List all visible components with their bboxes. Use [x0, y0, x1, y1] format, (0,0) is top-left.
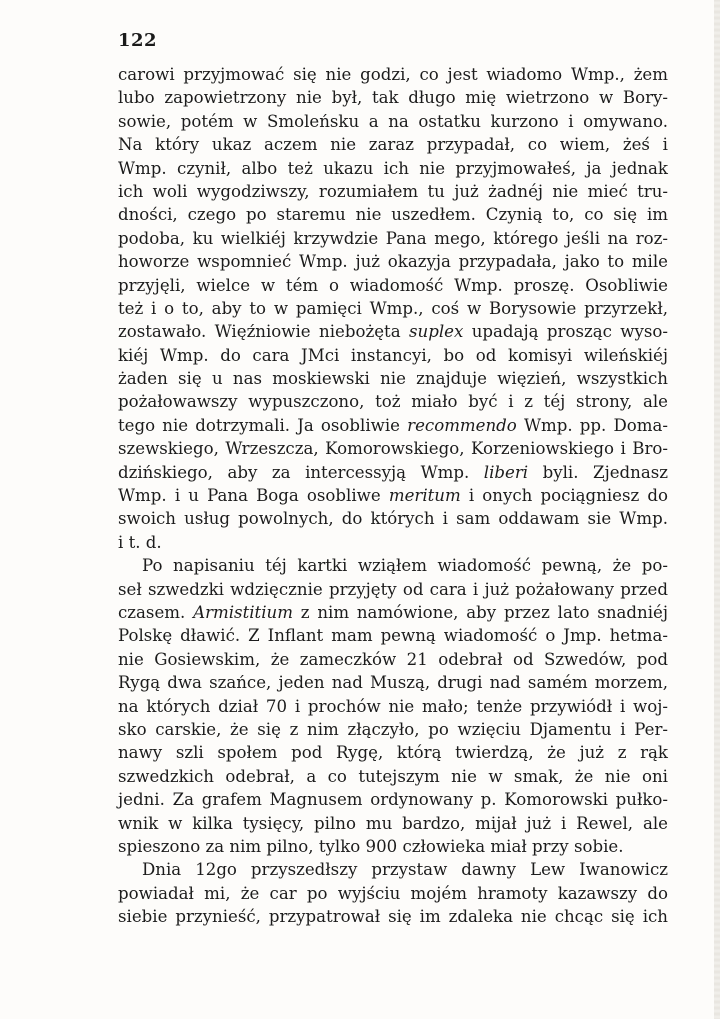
text-line — [118, 63, 668, 86]
text-segment: Polskę dławić. Z Inflant mam pewną wiadomość o Jmp. hetma- — [118, 626, 668, 646]
text-line — [118, 578, 668, 601]
text-segment: ich woli wygodziwszy, rozumiałem tu już żadnéj nie mieć tru- — [118, 181, 668, 201]
text-segment: siebie przynieść, przypatrował się im zdaleka nie chcąc się ich — [118, 907, 668, 927]
text-segment: przyjęli, wielce w tém o wiadomość Wmp. proszę. Osobliwie — [118, 275, 668, 295]
text-segment: i t. d. — [118, 532, 162, 552]
text-line — [118, 86, 668, 109]
text-line — [118, 484, 668, 507]
text-segment: Wmp. i u Pana Boga osobliwe — [118, 486, 389, 506]
text-line — [118, 601, 668, 624]
text-line — [118, 695, 668, 718]
text-segment: z nim namówione, aby przez lato snadniéj — [292, 602, 668, 622]
text-segment: swoich usług powolnych, do których i sam oddawam sie Wmp. — [118, 509, 668, 529]
text-line — [118, 554, 668, 577]
text-segment: i onych pociągniesz do — [460, 486, 668, 506]
text-segment: sowie, potém w Smoleńsku a na ostatku kurzono i omywano. — [118, 111, 668, 131]
text-line — [118, 624, 668, 647]
text-segment: Wmp. pp. Doma- — [516, 415, 668, 435]
text-segment: jedni. Za grafem Magnusem ordynowany p. Komorowski pułko- — [118, 790, 668, 810]
text-line — [118, 320, 668, 343]
text-line — [118, 414, 668, 437]
text-segment: wnik w kilka tysięcy, pilno mu bardzo, mijał już i Rewel, ale — [118, 813, 668, 833]
text-segment: sko carskie, że się z nim złączyło, po wzięciu Djamentu i Per- — [118, 719, 668, 739]
text-segment: upadają prosząc wyso- — [463, 322, 668, 342]
text-line — [118, 882, 668, 905]
text-segment: seł szwedzki wdzięcznie przyjęty od cara i już pożałowany przed — [118, 579, 668, 599]
text-segment: pożałowawszy wypuszczono, toż miało być i z téj strony, ale — [118, 392, 668, 412]
text-segment: Dnia 12go przyszedłszy przystaw dawny Lew Iwanowicz — [142, 860, 668, 880]
text-line — [118, 648, 668, 671]
text-line — [118, 531, 668, 554]
text-segment: spieszono za nim pilno, tylko 900 człowieka miał przy sobie. — [118, 836, 624, 856]
text-line — [118, 203, 668, 226]
text-segment: szwedzkich odebrał, a co tutejszym nie w smak, że nie oni — [118, 766, 668, 786]
text-segment: dności, czego po staremu nie uszedłem. Czynią to, co się im — [118, 205, 668, 225]
text-line — [118, 905, 668, 928]
text-segment: Po napisaniu téj kartki wziąłem wiadomość pewną, że po- — [142, 556, 668, 576]
page-number: 122 — [118, 30, 158, 51]
body-text — [118, 63, 668, 928]
text-segment: szewskiego, Wrzeszcza, Komorowskiego, Korzeniowskiego i Bro- — [118, 439, 668, 459]
text-line — [118, 835, 668, 858]
text-line — [118, 741, 668, 764]
text-line — [118, 718, 668, 741]
italic-term: meritum — [388, 486, 461, 506]
text-line — [118, 157, 668, 180]
text-segment: kiéj Wmp. do cara JMci instancyi, bo od komisyi wileńskiéj — [118, 345, 668, 365]
page-edge — [714, 0, 720, 1019]
italic-term: recommendo — [407, 415, 517, 435]
text-segment: tego nie dotrzymali. Ja osobliwie — [118, 415, 408, 435]
text-segment: też i o to, aby to w pamięci Wmp., coś w Borysowie przyrzekł, — [118, 298, 668, 318]
text-segment: Wmp. czynił, albo też ukazu ich nie przyjmowałeś, ja jednak — [118, 158, 668, 178]
text-line — [118, 227, 668, 250]
text-line — [118, 461, 668, 484]
text-segment: powiadał mi, że car po wyjściu mojém hramoty kazawszy do — [118, 883, 668, 903]
text-line — [118, 274, 668, 297]
text-segment: żaden się u nas moskiewski nie znajduje więzień, wszystkich — [118, 369, 668, 389]
text-segment: byli. Zjednasz — [528, 462, 668, 482]
text-segment: howorze wspomnieć Wmp. już okazyja przypadała, jako to mile — [118, 252, 668, 272]
text-segment: Rygą dwa szańce, jeden nad Muszą, drugi nad samém morzem, — [118, 673, 668, 693]
text-line — [118, 507, 668, 530]
text-line — [118, 765, 668, 788]
text-line — [118, 812, 668, 835]
text-segment: carowi przyjmować się nie godzi, co jest wiadomo Wmp., żem — [118, 65, 668, 84]
text-segment: podoba, ku wielkiéj krzywdzie Pana mego, którego jeśli na roz- — [118, 228, 668, 248]
text-segment: czasem. — [118, 602, 194, 622]
text-line — [118, 180, 668, 203]
text-segment: na których dział 70 i prochów nie mało; tenże przywiódł i woj- — [118, 696, 668, 716]
text-line — [118, 858, 668, 881]
text-line — [118, 390, 668, 413]
italic-term: Armistitium — [193, 602, 293, 622]
text-segment: zostawało. Więźniowie niebożęta — [118, 322, 409, 342]
text-line — [118, 110, 668, 133]
text-line — [118, 297, 668, 320]
text-segment: Na który ukaz aczem nie zaraz przypadał, co wiem, żeś i — [118, 135, 668, 155]
text-segment: dzińskiego, aby za intercessyją Wmp. — [118, 462, 484, 482]
text-segment: nawy szli społem pod Rygę, którą twierdzą, że już z rąk — [118, 743, 668, 763]
text-line — [118, 788, 668, 811]
text-line — [118, 671, 668, 694]
italic-term: suplex — [409, 322, 464, 342]
text-line — [118, 250, 668, 273]
text-line — [118, 367, 668, 390]
italic-term: liberi — [483, 462, 529, 482]
text-line — [118, 437, 668, 460]
text-segment: nie Gosiewskim, że zameczków 21 odebrał od Szwedów, pod — [118, 649, 668, 669]
text-line — [118, 133, 668, 156]
text-segment: lubo zapowietrzony nie był, tak długo mię wietrzono w Bory- — [118, 88, 668, 108]
text-line — [118, 344, 668, 367]
